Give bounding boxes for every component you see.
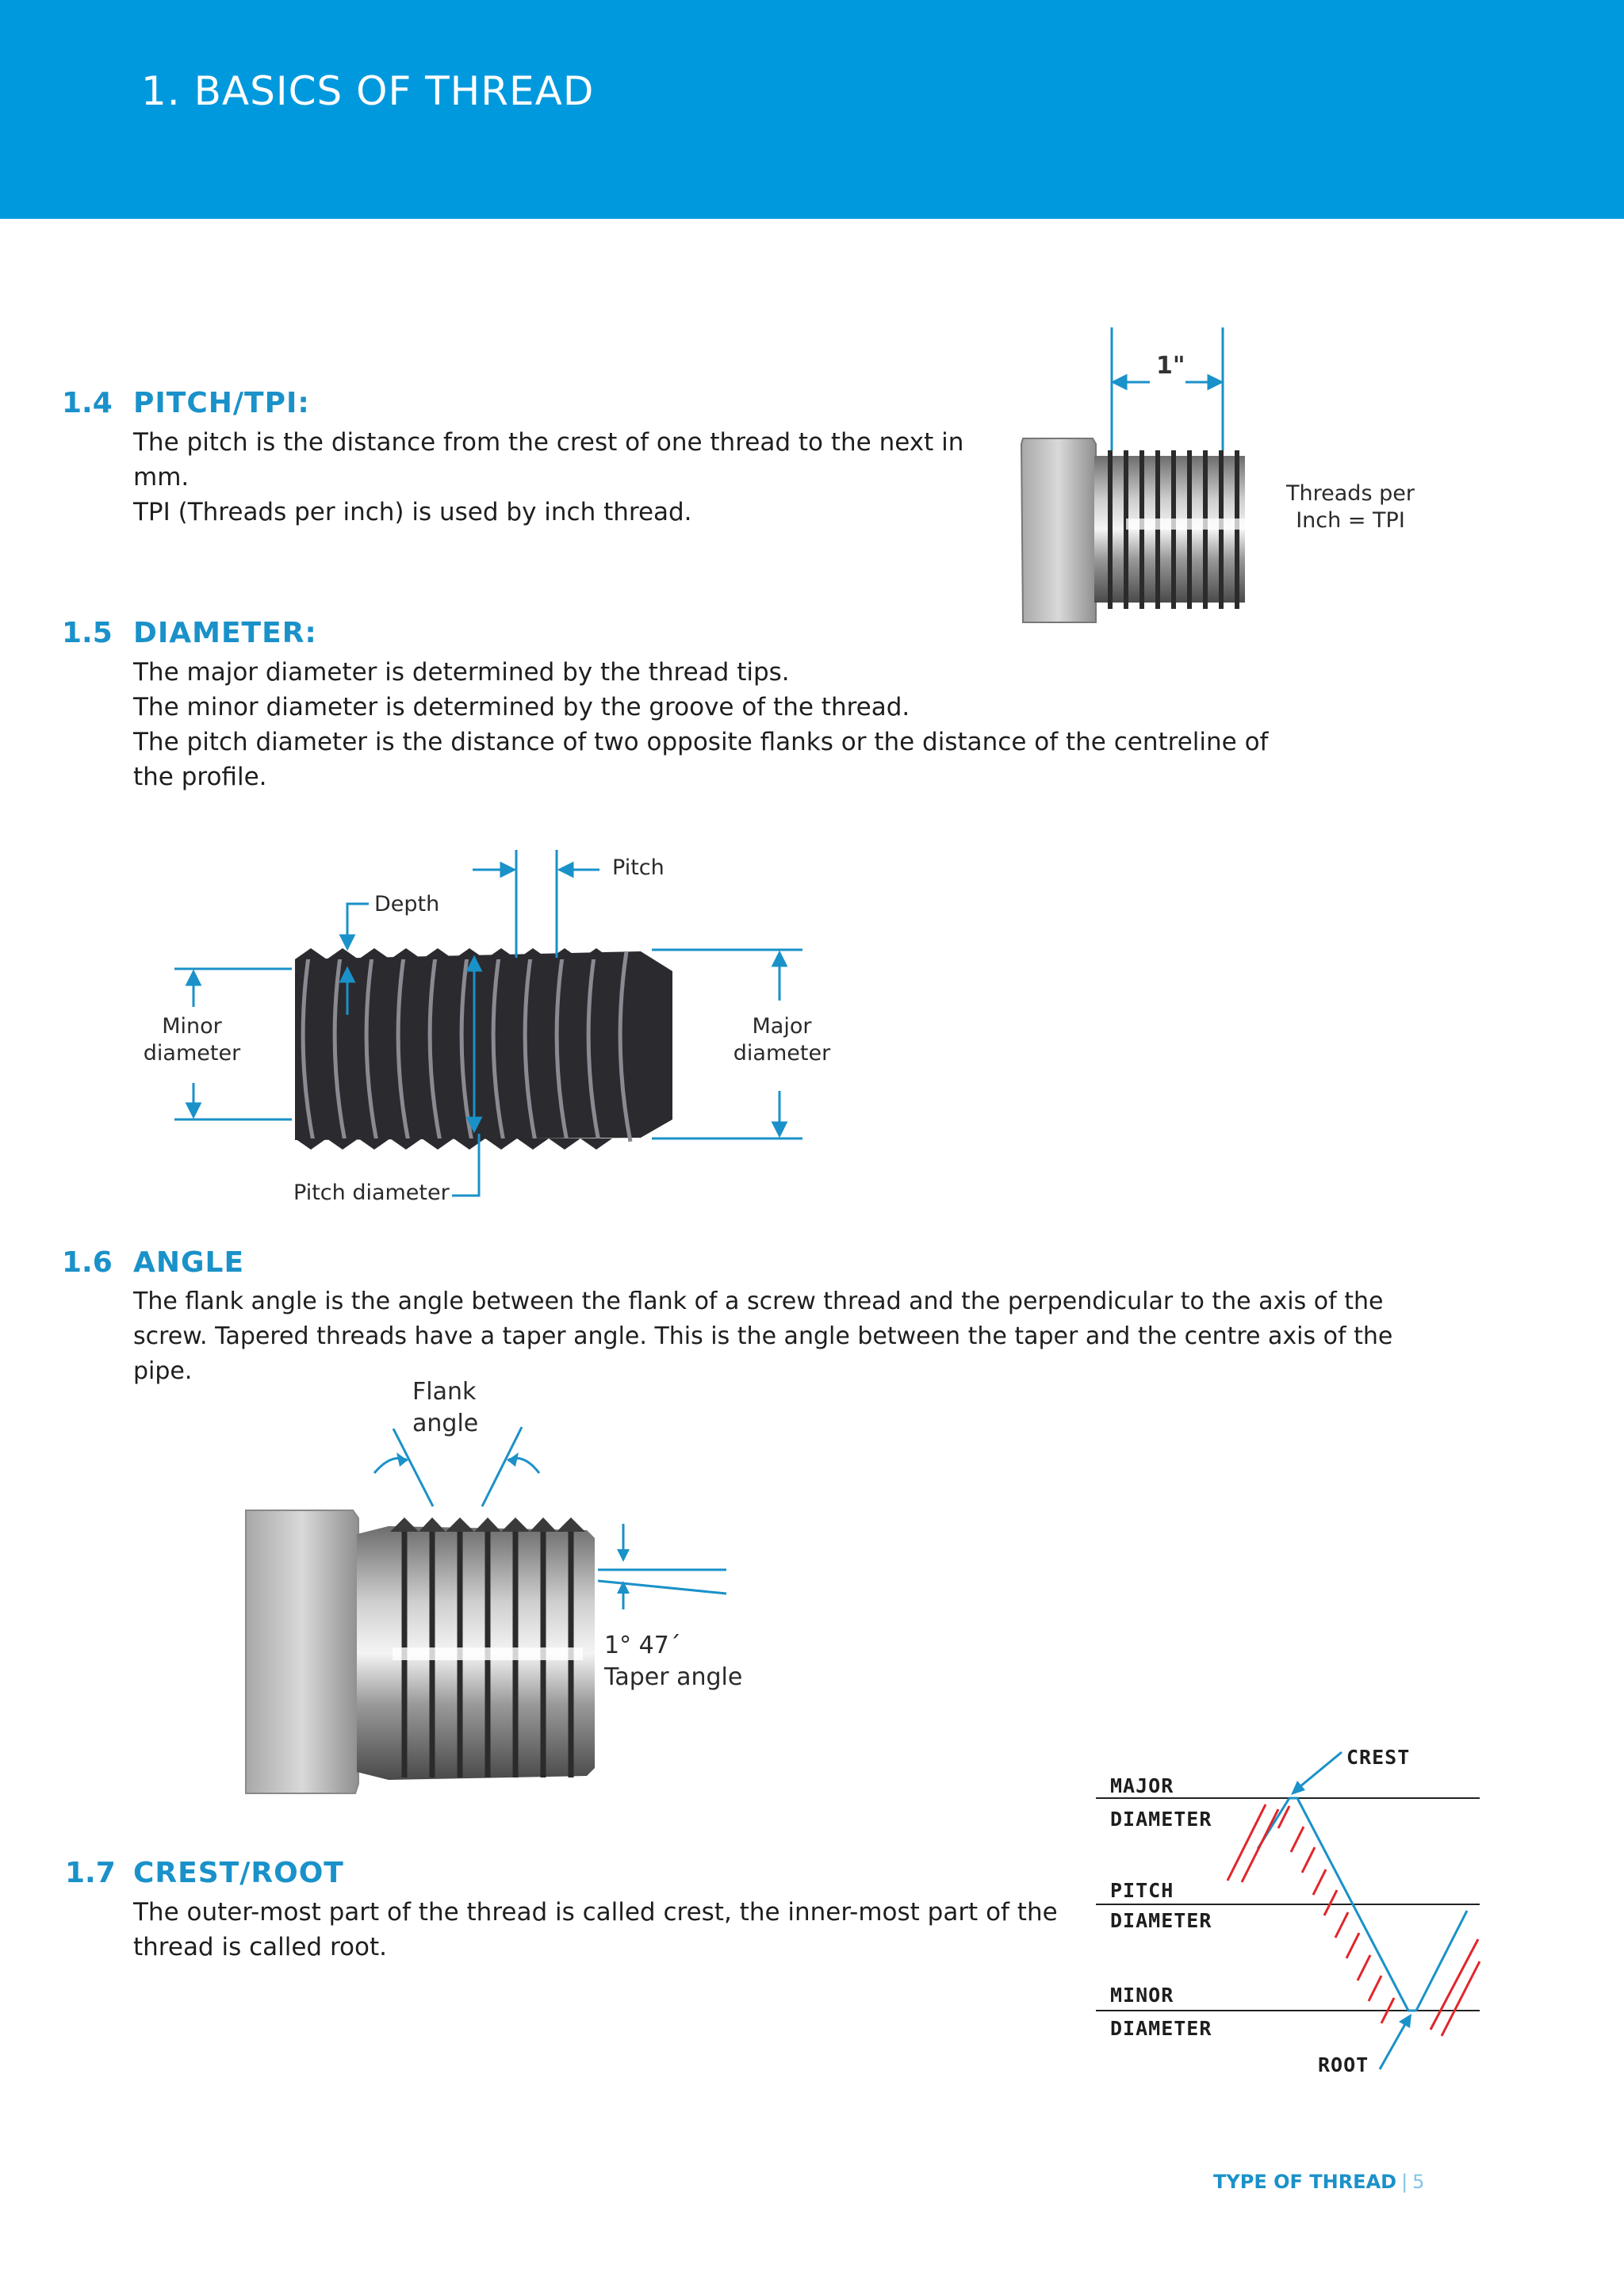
page-title: 1. BASICS OF THREAD [141, 68, 595, 114]
section-title-diameter: DIAMETER: [133, 617, 317, 649]
body-line: The minor diameter is determined by the groove of the thread. [133, 693, 910, 721]
pitch-label-text: Pitch [612, 855, 665, 880]
body-line: screw. Tapered threads have a taper angle. This is the angle between the taper and the centre axis of the [133, 1322, 1393, 1350]
tpi-dimension-label: 1" [1156, 352, 1185, 380]
section-number-crest-root: 1.7 [65, 1857, 116, 1889]
body-line: the profile. [133, 763, 267, 791]
tpi-caption-line2: Inch = TPI [1296, 508, 1405, 533]
minor-diameter-label [136, 1013, 247, 1067]
page-header [0, 0, 1624, 219]
root-label: ROOT [1318, 2053, 1369, 2076]
major-diameter-label [726, 1013, 837, 1067]
pitch-diameter-mini-line2: DIAMETER [1110, 1909, 1212, 1932]
taper-angle-label [604, 1630, 742, 1693]
taper-angle-text: Taper angle [604, 1663, 743, 1691]
body-line: pipe. [133, 1357, 193, 1385]
minor-diameter-line2: diameter [143, 1041, 241, 1066]
section-title-angle: ANGLE [133, 1246, 245, 1279]
major-diameter-mini-line1: MAJOR [1110, 1774, 1174, 1797]
crest-label: CREST [1346, 1746, 1411, 1769]
major-diameter-mini-line2: DIAMETER [1110, 1808, 1212, 1831]
section-body-diameter [133, 655, 1268, 794]
depth-label [374, 891, 439, 918]
body-line: The outer-most part of the thread is called crest, the inner-most part of the [133, 1898, 1058, 1927]
section-number-pitch: 1.4 [62, 387, 113, 419]
section-body-angle [133, 1284, 1392, 1389]
flank-angle-label [412, 1376, 478, 1440]
minor-diameter-mini-line2: DIAMETER [1110, 2017, 1212, 2040]
pitch-label [612, 855, 665, 882]
major-diameter-line2: diameter [733, 1041, 831, 1066]
major-diameter-line1: Major [752, 1014, 812, 1039]
body-line: The pitch diameter is the distance of two opposite flanks or the distance of the centreline of [133, 728, 1269, 756]
pitch-diameter-text: Pitch diameter [293, 1181, 450, 1205]
minor-diameter-mini-line1: MINOR [1110, 1984, 1174, 2007]
section-number-diameter: 1.5 [62, 617, 113, 649]
body-line: The major diameter is determined by the thread tips. [133, 658, 790, 687]
page-footer [1213, 2171, 1424, 2193]
section-body-pitch [133, 425, 963, 530]
tpi-caption [1269, 480, 1432, 534]
taper-angle-value: 1° 47´ [604, 1632, 681, 1659]
section-title-crest-root: CREST/ROOT [133, 1857, 344, 1889]
flank-angle-line1: Flank [412, 1378, 477, 1406]
body-line: thread is called root. [133, 1933, 387, 1961]
footer-separator: | [1401, 2171, 1408, 2193]
body-line: The flank angle is the angle between the flank of a screw thread and the perpendicular to the axis of the [133, 1288, 1384, 1315]
minor-diameter-line1: Minor [162, 1014, 222, 1039]
pitch-diameter-mini-line1: PITCH [1110, 1879, 1174, 1902]
body-line: mm. [133, 463, 190, 492]
depth-label-text: Depth [374, 892, 440, 916]
page-number: 5 [1412, 2171, 1425, 2193]
tpi-caption-line1: Threads per [1286, 481, 1415, 506]
body-line: TPI (Threads per inch) is used by inch thread. [133, 498, 692, 526]
flank-angle-line2: angle [412, 1410, 479, 1437]
section-number-angle: 1.6 [62, 1246, 113, 1279]
footer-label: TYPE OF THREAD [1213, 2171, 1397, 2193]
pitch-diameter-label [293, 1180, 450, 1207]
section-title-pitch: PITCH/TPI: [133, 387, 310, 419]
body-line: The pitch is the distance from the crest of one thread to the next in [133, 428, 964, 457]
section-body-crest-root [133, 1895, 1058, 1965]
